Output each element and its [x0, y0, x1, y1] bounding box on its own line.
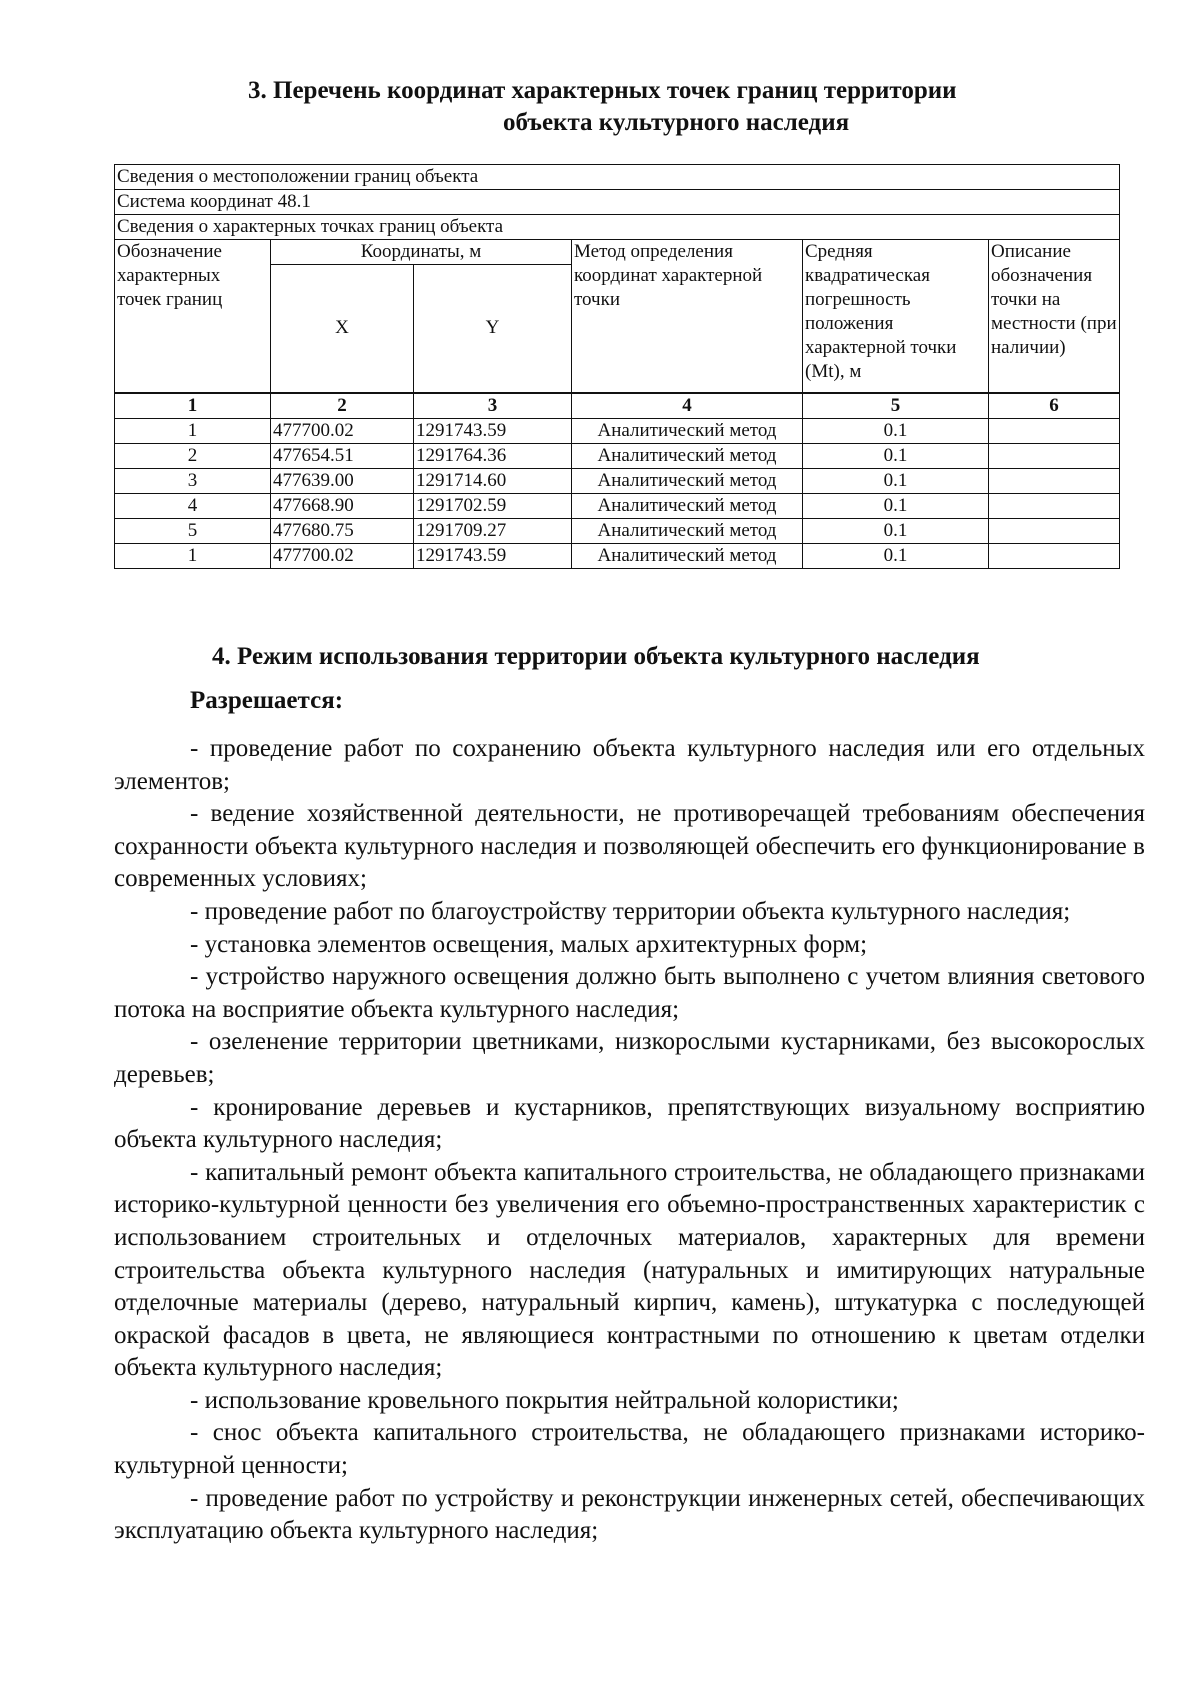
column-number: 4: [572, 393, 803, 419]
cell-x: 477700.02: [271, 418, 414, 443]
header-method: Метод определения координат характерной точки: [572, 240, 803, 393]
allowed-heading: Разрешается:: [190, 687, 344, 714]
cell-error: 0.1: [803, 468, 989, 493]
header-mean-error: Средняя квадратическая погрешность положения характерной точки (Mt), м: [803, 240, 989, 393]
cell-point: 4: [115, 493, 271, 518]
cell-y: 1291743.59: [414, 418, 572, 443]
list-item: - кронирование деревьев и кустарников, препятствующих визуальному восприятию объекта культурного наследия;: [114, 1093, 1145, 1154]
info-cell: Система координат 48.1: [115, 190, 1120, 215]
cell-error: 0.1: [803, 543, 989, 568]
cell-description: [989, 468, 1120, 493]
info-cell: Сведения о местоположении границ объекта: [115, 165, 1120, 190]
cell-description: [989, 518, 1120, 543]
info-row-points: [115, 215, 1120, 240]
info-cell: Сведения о характерных точках границ объекта: [115, 215, 1120, 240]
list-item: - снос объекта капитального строительства, не обладающего признаками историко-культурной ценности;: [114, 1419, 1145, 1480]
table-row: [115, 543, 1120, 568]
cell-y: 1291709.27: [414, 518, 572, 543]
header-coordinates: Координаты, м: [271, 240, 572, 265]
list-item: - проведение работ по сохранению объекта культурного наследия или его отдельных элементов;: [114, 735, 1145, 795]
column-number: 1: [115, 393, 271, 419]
cell-x: 477654.51: [271, 443, 414, 468]
cell-x: 477639.00: [271, 468, 414, 493]
info-row-crs: [115, 190, 1120, 215]
coordinates-table: [114, 164, 1120, 569]
cell-method: Аналитический метод: [572, 493, 803, 518]
cell-description: [989, 543, 1120, 568]
cell-y: 1291702.59: [414, 493, 572, 518]
section-3-title-line-2: объекта культурного наследия: [503, 109, 850, 136]
cell-method: Аналитический метод: [572, 518, 803, 543]
header-x: X: [271, 265, 414, 393]
cell-description: [989, 493, 1120, 518]
header-row-1: [115, 240, 1120, 265]
column-number: 6: [989, 393, 1120, 419]
list-item: - использование кровельного покрытия нейтральной колористики;: [190, 1386, 899, 1414]
list-item: - проведение работ по устройству и реконструкции инженерных сетей, обеспечивающих эксплуатацию объекта культурного наследия;: [114, 1484, 1145, 1545]
table-row: [115, 443, 1120, 468]
cell-point: 1: [115, 543, 271, 568]
cell-error: 0.1: [803, 518, 989, 543]
cell-y: 1291714.60: [414, 468, 572, 493]
column-number-row: [115, 393, 1120, 419]
cell-point: 3: [115, 468, 271, 493]
header-point-designation: Обозначение характерных точек границ: [115, 240, 271, 393]
cell-method: Аналитический метод: [572, 443, 803, 468]
section-3-title-line-1: 3. Перечень координат характерных точек границ территории: [248, 77, 957, 104]
cell-description: [989, 443, 1120, 468]
cell-point: 2: [115, 443, 271, 468]
cell-method: Аналитический метод: [572, 418, 803, 443]
section-4-title: 4. Режим использования территории объекта культурного наследия: [212, 643, 980, 670]
cell-y: 1291764.36: [414, 443, 572, 468]
list-item: - капитальный ремонт объекта капитального строительства, не обладающего признаками историко-культурной ценности без увеличения его объемно-пространственных характеристик с использованием строительных и отделочных материалов, характерных для времени строительства объекта культурного наследия (натуральных и имитирующих натуральные отделочные материалы (дерево, натуральный кирпич, камень), штукатурка с последующей окраской фасадов в цвета, не являющиеся контрастными по отношению к цветам отделки объекта культурного наследия;: [114, 1158, 1145, 1382]
cell-x: 477668.90: [271, 493, 414, 518]
info-row-location: [115, 165, 1120, 190]
cell-x: 477680.75: [271, 518, 414, 543]
column-number: 5: [803, 393, 989, 419]
cell-error: 0.1: [803, 443, 989, 468]
list-item: - устройство наружного освещения должно быть выполнено с учетом влияния светового потока на восприятие объекта культурного наследия;: [114, 963, 1145, 1023]
table-row: [115, 468, 1120, 493]
allowed-list: [114, 733, 1145, 1548]
cell-description: [989, 418, 1120, 443]
cell-error: 0.1: [803, 418, 989, 443]
cell-point: 1: [115, 418, 271, 443]
list-item: - озеленение территории цветниками, низкорослыми кустарниками, без высокорослых деревьев;: [114, 1028, 1145, 1088]
table-row: [115, 518, 1120, 543]
list-item: - проведение работ по благоустройству территории объекта культурного наследия;: [190, 897, 1071, 925]
table-row: [115, 418, 1120, 443]
header-description: Описание обозначения точки на местности (при наличии): [989, 240, 1120, 393]
cell-method: Аналитический метод: [572, 468, 803, 493]
cell-x: 477700.02: [271, 543, 414, 568]
table-row: [115, 493, 1120, 518]
column-number: 2: [271, 393, 414, 419]
list-item: - установка элементов освещения, малых архитектурных форм;: [190, 930, 868, 958]
cell-y: 1291743.59: [414, 543, 572, 568]
cell-error: 0.1: [803, 493, 989, 518]
header-y: Y: [414, 265, 572, 393]
cell-point: 5: [115, 518, 271, 543]
cell-method: Аналитический метод: [572, 543, 803, 568]
column-number: 3: [414, 393, 572, 419]
list-item: - ведение хозяйственной деятельности, не противоречащей требованиям обеспечения сохранности объекта культурного наследия и позволяющей обеспечить его функционирование в современных условиях;: [114, 800, 1145, 893]
